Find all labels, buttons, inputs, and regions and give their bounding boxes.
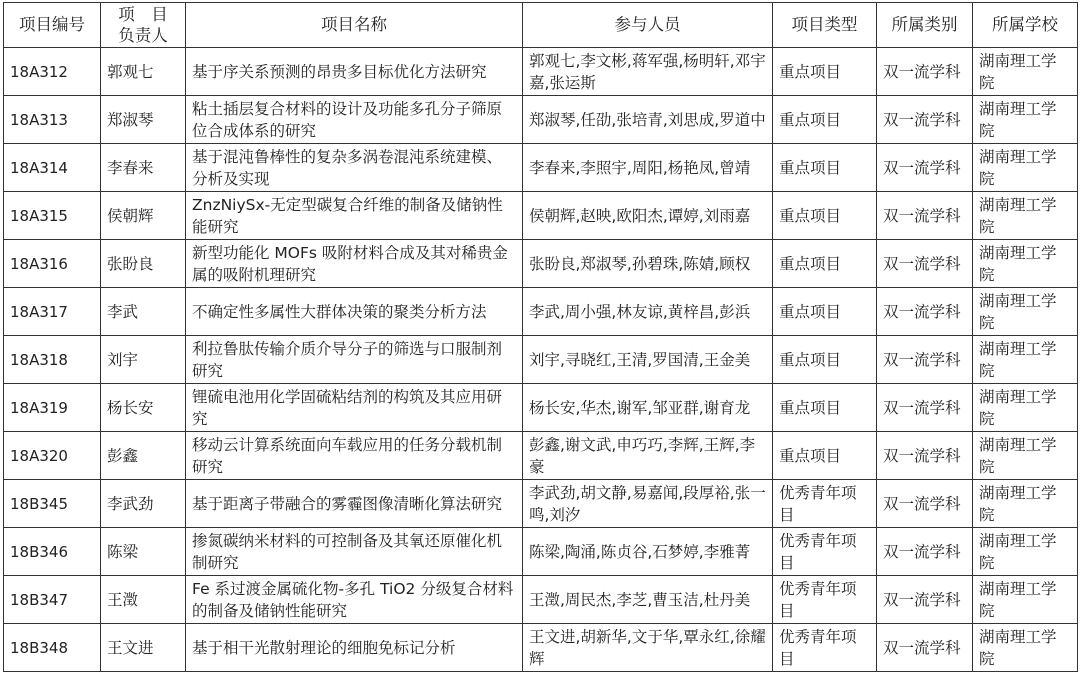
cell-project-name: ZnzNiySx-无定型碳复合纤维的制备及储钠性能研究 (186, 192, 523, 240)
cell-members: 郭观七,李文彬,蒋军强,杨明轩,邓宇嘉,张运斯 (523, 48, 773, 96)
cell-members: 张盼良,郑淑琴,孙碧珠,陈婧,顾权 (523, 240, 773, 288)
cell-project-leader: 郑淑琴 (101, 96, 186, 144)
cell-category: 双一流学科 (877, 48, 973, 96)
table-header (4, 3, 1078, 48)
cell-category: 双一流学科 (877, 624, 973, 672)
cell-category: 双一流学科 (877, 480, 973, 528)
cell-project-type: 重点项目 (773, 240, 877, 288)
table-row (4, 336, 1078, 384)
cell-school: 湖南理工学院 (973, 192, 1078, 240)
table-row (4, 144, 1078, 192)
cell-project-code: 18B345 (4, 480, 101, 528)
cell-project-code: 18A316 (4, 240, 101, 288)
cell-category: 双一流学科 (877, 192, 973, 240)
cell-project-code: 18A319 (4, 384, 101, 432)
cell-project-code: 18A313 (4, 96, 101, 144)
cell-project-leader: 王文进 (101, 624, 186, 672)
cell-school: 湖南理工学院 (973, 96, 1078, 144)
cell-category: 双一流学科 (877, 432, 973, 480)
cell-project-leader: 王澂 (101, 576, 186, 624)
cell-project-leader: 侯朝辉 (101, 192, 186, 240)
header-project-leader (101, 3, 186, 48)
header-leader-line1: 项 目 (118, 5, 168, 24)
cell-project-leader: 李春来 (101, 144, 186, 192)
table-row (4, 576, 1078, 624)
cell-project-name: 锂硫电池用化学固硫粘结剂的构筑及其应用研究 (186, 384, 523, 432)
cell-members: 彭鑫,谢文武,申巧巧,李辉,王辉,李豪 (523, 432, 773, 480)
cell-project-name: 新型功能化 MOFs 吸附材料合成及其对稀贵金属的吸附机理研究 (186, 240, 523, 288)
cell-project-type: 重点项目 (773, 336, 877, 384)
table-row (4, 528, 1078, 576)
cell-members: 李武劲,胡文静,易嘉闻,段厚裕,张一鸣,刘汐 (523, 480, 773, 528)
cell-project-code: 18A312 (4, 48, 101, 96)
cell-category: 双一流学科 (877, 576, 973, 624)
cell-project-type: 重点项目 (773, 384, 877, 432)
cell-school: 湖南理工学院 (973, 528, 1078, 576)
header-row (4, 3, 1078, 48)
cell-project-leader: 杨长安 (101, 384, 186, 432)
cell-project-type: 重点项目 (773, 432, 877, 480)
table-row (4, 48, 1078, 96)
cell-members: 刘宇,寻晓红,王清,罗国清,王金美 (523, 336, 773, 384)
cell-project-name: 移动云计算系统面向车载应用的任务分载机制研究 (186, 432, 523, 480)
cell-project-code: 18A315 (4, 192, 101, 240)
cell-project-code: 18B347 (4, 576, 101, 624)
cell-project-type: 重点项目 (773, 144, 877, 192)
cell-school: 湖南理工学院 (973, 48, 1078, 96)
cell-project-name: 不确定性多属性大群体决策的聚类分析方法 (186, 288, 523, 336)
table-row (4, 624, 1078, 672)
cell-category: 双一流学科 (877, 528, 973, 576)
cell-members: 李武,周小强,林友谅,黄梓昌,彭浜 (523, 288, 773, 336)
cell-members: 李春来,李照宇,周阳,杨艳凤,曾靖 (523, 144, 773, 192)
cell-project-code: 18B348 (4, 624, 101, 672)
table-row (4, 432, 1078, 480)
cell-school: 湖南理工学院 (973, 384, 1078, 432)
cell-project-type: 优秀青年项目 (773, 624, 877, 672)
cell-members: 杨长安,华杰,谢军,邹亚群,谢育龙 (523, 384, 773, 432)
cell-category: 双一流学科 (877, 240, 973, 288)
cell-project-leader: 张盼良 (101, 240, 186, 288)
cell-members: 侯朝辉,赵映,欧阳杰,谭婷,刘雨嘉 (523, 192, 773, 240)
cell-project-name: 基于混沌鲁棒性的复杂多涡卷混沌系统建模、分析及实现 (186, 144, 523, 192)
cell-school: 湖南理工学院 (973, 432, 1078, 480)
cell-school: 湖南理工学院 (973, 336, 1078, 384)
cell-project-code: 18A320 (4, 432, 101, 480)
table-body (4, 48, 1078, 672)
cell-project-type: 重点项目 (773, 192, 877, 240)
header-category: 所属类别 (877, 3, 973, 48)
header-project-type: 项目类型 (773, 3, 877, 48)
header-members: 参与人员 (523, 3, 773, 48)
cell-project-type: 优秀青年项目 (773, 528, 877, 576)
cell-project-type: 重点项目 (773, 96, 877, 144)
cell-project-name: 粘土插层复合材料的设计及功能多孔分子筛原位合成体系的研究 (186, 96, 523, 144)
project-table (3, 2, 1078, 672)
cell-project-name: 利拉鲁肽传输介质介导分子的筛选与口服制剂研究 (186, 336, 523, 384)
cell-project-name: 基于距离子带融合的雾霾图像清晰化算法研究 (186, 480, 523, 528)
cell-project-name: 基于相干光散射理论的细胞免标记分析 (186, 624, 523, 672)
cell-project-code: 18A314 (4, 144, 101, 192)
cell-project-code: 18A318 (4, 336, 101, 384)
cell-project-leader: 李武 (101, 288, 186, 336)
cell-members: 王文进,胡新华,文于华,覃永红,徐耀辉 (523, 624, 773, 672)
cell-project-leader: 李武劲 (101, 480, 186, 528)
cell-members: 王澂,周民杰,李芝,曹玉洁,杜丹美 (523, 576, 773, 624)
cell-project-leader: 刘宇 (101, 336, 186, 384)
cell-project-name: 掺氮碳纳米材料的可控制备及其氧还原催化机制研究 (186, 528, 523, 576)
cell-school: 湖南理工学院 (973, 144, 1078, 192)
cell-project-leader: 陈梁 (101, 528, 186, 576)
table-row (4, 288, 1078, 336)
header-project-name: 项目名称 (186, 3, 523, 48)
cell-project-name: Fe 系过渡金属硫化物-多孔 TiO2 分级复合材料的制备及储钠性能研究 (186, 576, 523, 624)
cell-project-code: 18A317 (4, 288, 101, 336)
table-row (4, 96, 1078, 144)
cell-project-type: 优秀青年项目 (773, 576, 877, 624)
cell-category: 双一流学科 (877, 288, 973, 336)
cell-project-name: 基于序关系预测的昂贵多目标优化方法研究 (186, 48, 523, 96)
cell-category: 双一流学科 (877, 96, 973, 144)
cell-category: 双一流学科 (877, 336, 973, 384)
cell-school: 湖南理工学院 (973, 576, 1078, 624)
cell-category: 双一流学科 (877, 144, 973, 192)
cell-school: 湖南理工学院 (973, 624, 1078, 672)
table-row (4, 240, 1078, 288)
cell-school: 湖南理工学院 (973, 480, 1078, 528)
cell-project-leader: 彭鑫 (101, 432, 186, 480)
cell-members: 郑淑琴,任劭,张培青,刘思成,罗道中 (523, 96, 773, 144)
cell-project-type: 重点项目 (773, 288, 877, 336)
cell-project-code: 18B346 (4, 528, 101, 576)
cell-project-type: 重点项目 (773, 48, 877, 96)
header-project-code: 项目编号 (4, 3, 101, 48)
cell-category: 双一流学科 (877, 384, 973, 432)
cell-school: 湖南理工学院 (973, 288, 1078, 336)
table-row (4, 384, 1078, 432)
cell-project-type: 优秀青年项目 (773, 480, 877, 528)
table-row (4, 192, 1078, 240)
header-leader-line2: 负责人 (118, 26, 168, 45)
cell-members: 陈梁,陶涌,陈贞谷,石梦婷,李雅菁 (523, 528, 773, 576)
cell-project-leader: 郭观七 (101, 48, 186, 96)
cell-school: 湖南理工学院 (973, 240, 1078, 288)
table-row (4, 480, 1078, 528)
header-school: 所属学校 (973, 3, 1078, 48)
